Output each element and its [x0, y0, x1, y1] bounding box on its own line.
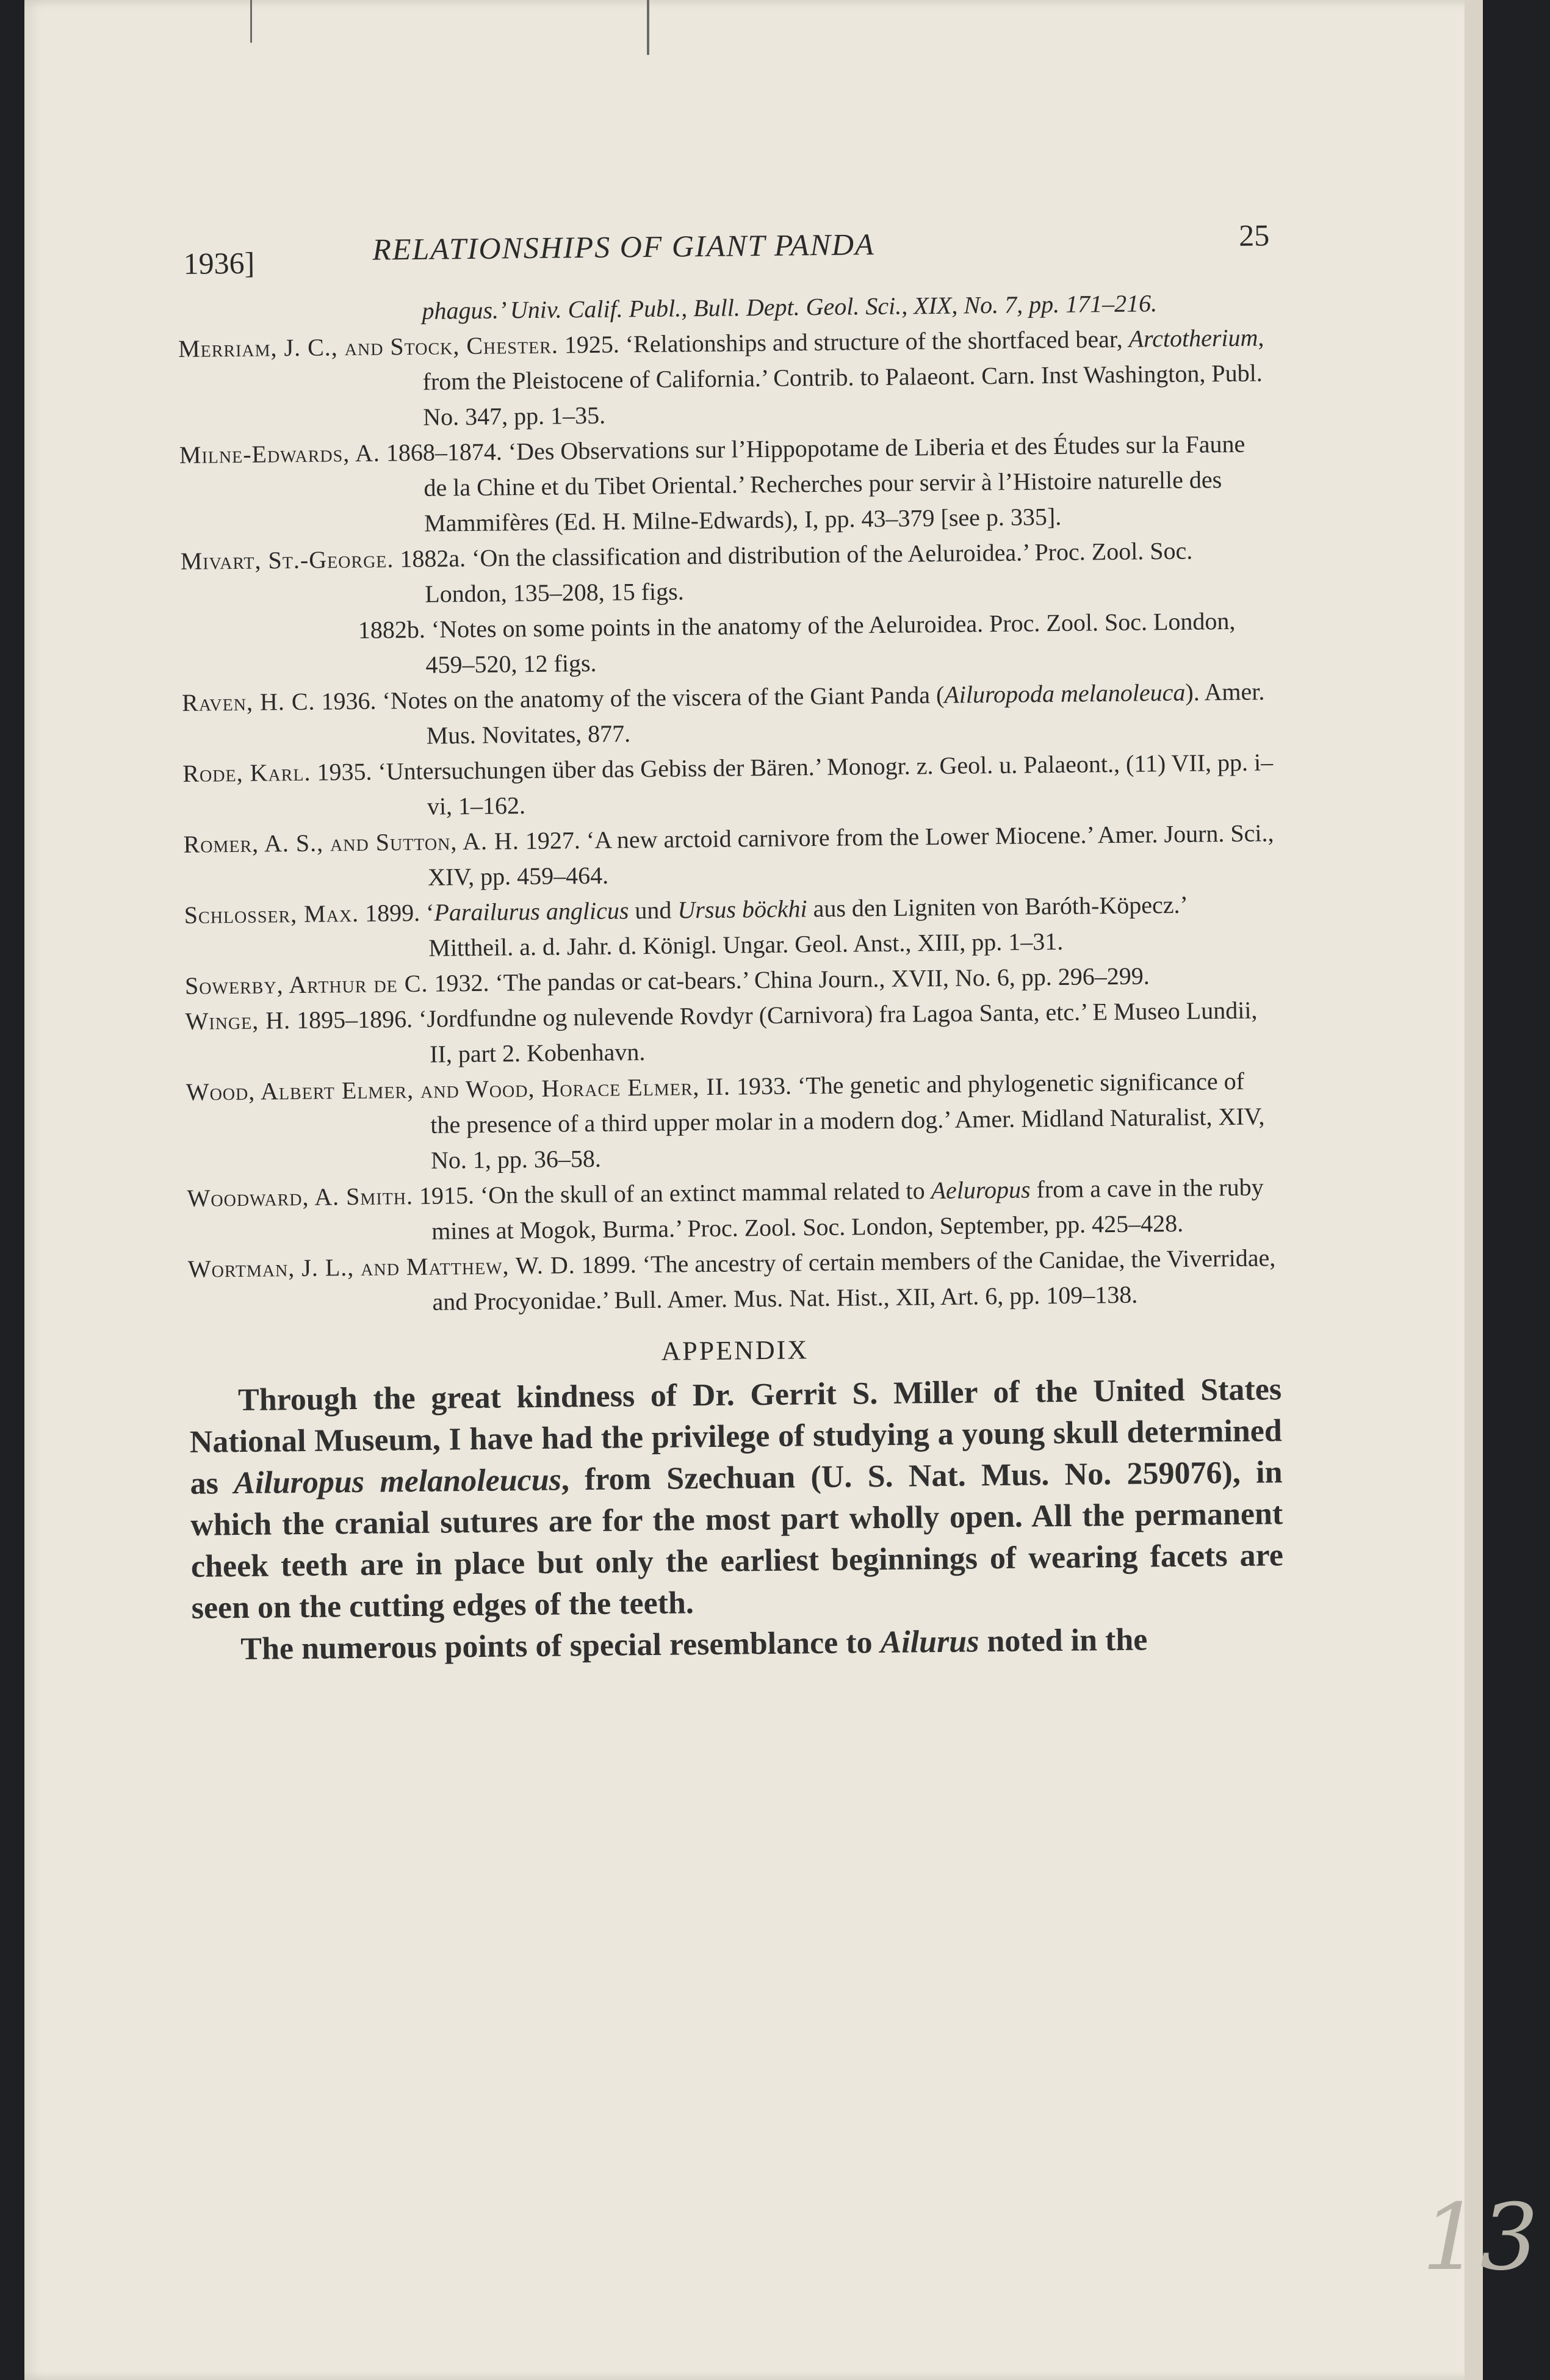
reference-merriam — [178, 320, 1272, 438]
reference-author: Wortman, J. L., and Matthew, W. D. — [187, 1251, 576, 1283]
appendix-heading: APPENDIX — [661, 1335, 809, 1366]
reference-text: 1925. ‘Relationships and structure of the shortfaced bear, — [564, 325, 1129, 359]
page-edge — [1465, 0, 1483, 2380]
reference-text: und — [629, 896, 678, 925]
paragraph-italic: Ailuropus melanoleucus — [233, 1462, 562, 1501]
reference-italic: Ailuropoda melanoleuca — [944, 678, 1186, 709]
reference-text: from a cave in the ruby mines at Mogok, Burma.’ Proc. Zool. Soc. London, September, pp. 425–428. — [431, 1173, 1264, 1245]
reference-text: 1868–1874. ‘Des Observations sur l’Hippopotame de Liberia et des Études sur la Faune de la Chine et du Tibet Oriental.’ Recherches pour servir à l’Histoire naturelle des Mammifères (Ed. H. Milne-Edwards), I, pp. 43–379 [see p. 335]. — [386, 430, 1245, 537]
reference-author: Schlosser, Max. — [184, 899, 359, 929]
reference-text: 1895–1896. ‘Jordfundne og nulevende Rovdyr (Carnivora) fra Lagoa Santa, etc.’ E Museo Lundii, II, part 2. Kobenhavn. — [296, 996, 1258, 1068]
reference-text: 1899. ‘The ancestry of certain members of the Canidae, the Viverridae, and Procyonidae.’ Bull. Amer. Mus. Nat. Hist., XII, Art. 6, pp. 109–138. — [432, 1244, 1276, 1316]
paragraph-text: , from Szechuan (U. S. Nat. Mus. No. 259076), in which the cranial sutures are for the most part wholly open. All the permanent cheek teeth are in place but only the earliest beginnings of wearing facets are seen on the cutting edges of the teeth. — [190, 1455, 1284, 1626]
reference-italic: Ursus böckhi — [677, 895, 807, 924]
reference-author: Woodward, A. Smith. — [187, 1182, 414, 1212]
reference-author: Sowerby, Arthur de C. — [184, 969, 428, 1000]
reference-text: , from the Pleistocene of California.’ Contrib. to Palaeont. Carn. Inst Washington, Publ. No. 347, pp. 1–35. — [422, 323, 1264, 431]
paragraph-italic: Ailurus — [880, 1624, 979, 1661]
reference-text: 1899. ‘ — [364, 898, 434, 927]
reference-milne-edwards — [179, 426, 1273, 544]
reference-mivart — [180, 532, 1273, 615]
reference-year: 1882b. — [358, 615, 426, 644]
reference-author: Winge, H. — [185, 1006, 291, 1035]
reference-text: ). Amer. Mus. Novitates, 877. — [426, 677, 1265, 749]
handwritten-folio-number: 13 — [1422, 2185, 1538, 2291]
reference-italic: Aeluropus — [931, 1175, 1031, 1205]
appendix-paragraph — [189, 1369, 1284, 1629]
reference-winge — [185, 992, 1278, 1075]
reference-text: 1933. ‘The genetic and phylogenetic significance of the presence of a third upper molar in a modern dog.’ Amer. Midland Naturalist, XIV, No. 1, pp. 36–58. — [430, 1067, 1265, 1174]
reference-text: aus den Ligniten von Baróth-Köpecz.’ Mittheil. a. d. Jahr. d. Königl. Ungar. Geol. Anst., XIII, pp. 1–31. — [428, 890, 1187, 962]
reference-text: 1882a. ‘On the classification and distribution of the Aeluroidea.’ Proc. Zool. Soc. London, 135–208, 15 figs. — [400, 536, 1193, 608]
top-crop-mark-2 — [250, 0, 252, 43]
header-year: 1936] — [183, 245, 255, 281]
reference-author: Wood, Albert Elmer, and Wood, Horace Elmer, II. — [186, 1072, 731, 1106]
reference-wood — [186, 1063, 1280, 1181]
reference-italic: Parailurus anglicus — [434, 896, 629, 926]
reference-author: Merriam, J. C., and Stock, Chester. — [178, 331, 559, 362]
reference-raven — [182, 674, 1275, 756]
reference-woodward — [187, 1169, 1280, 1252]
reference-mivart-b — [181, 603, 1274, 685]
top-crop-mark — [647, 0, 649, 55]
paragraph-text: The numerous points of special resemblance to — [240, 1625, 881, 1667]
reference-italic: Arctotherium — [1128, 323, 1258, 353]
reference-author: Milne-Edwards, A. — [179, 439, 381, 469]
reference-text: ‘Notes on some points in the anatomy of the Aeluroidea. Proc. Zool. Soc. London, 459–520, 12 figs. — [425, 607, 1236, 679]
reference-text: 1936. ‘Notes on the anatomy of the viscera of the Giant Panda ( — [321, 680, 945, 715]
reference-text: 1915. ‘On the skull of an extinct mammal related to — [419, 1177, 931, 1210]
paragraph-text: Through the great kindness of Dr. Gerrit S. Miller of the United States National Museum, I have had the privilege of studying a young skull determined as — [189, 1372, 1283, 1501]
page-content — [177, 217, 1285, 1671]
reference-author: Rode, Karl. — [182, 758, 311, 787]
reference-text: phagus.’ Univ. Calif. Publ., Bull. Dept. Geol. Sci., XIX, No. 7, pp. 171–216. — [422, 289, 1158, 325]
references-list — [178, 284, 1281, 1322]
appendix-body — [189, 1369, 1285, 1671]
header-title: RELATIONSHIPS OF GIANT PANDA — [372, 227, 875, 267]
reference-text: 1935. ‘Untersuchungen über das Gebiss der Bären.’ Monogr. z. Geol. u. Palaeont., (11) VII, pp. i–vi, 1–162. — [317, 748, 1274, 820]
running-header — [177, 217, 1270, 296]
reference-wortman — [188, 1240, 1281, 1322]
reference-romer — [183, 815, 1276, 898]
reference-rode — [182, 745, 1275, 827]
reference-schlosser — [184, 886, 1277, 968]
book-page — [24, 0, 1538, 2380]
reference-author: Romer, A. S., and Sutton, A. H. — [183, 827, 520, 858]
reference-author: Raven, H. C. — [181, 687, 315, 716]
reference-author: Mivart, St.-George. — [180, 545, 394, 575]
reference-text: 1932. ‘The pandas or cat-bears.’ China Journ., XVII, No. 6, pp. 296–299. — [434, 962, 1150, 997]
page-number: 25 — [1238, 218, 1270, 253]
reference-text: 1927. ‘A new arctoid carnivore from the Lower Miocene.’ Amer. Journ. Sci., XIV, pp. 459–464. — [427, 819, 1274, 891]
paragraph-text: noted in the — [979, 1622, 1148, 1659]
